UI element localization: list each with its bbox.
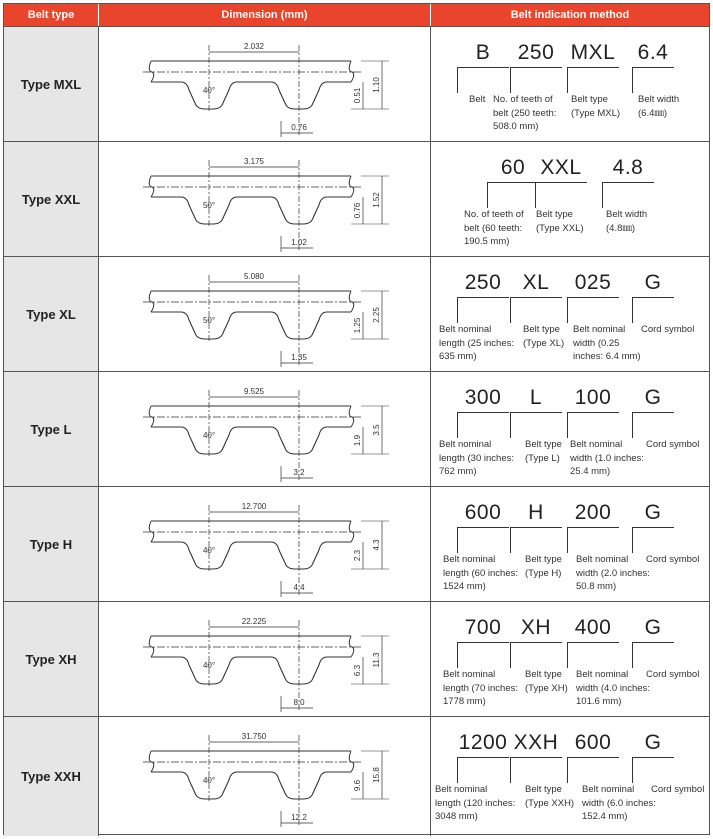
code-segment: G (644, 731, 662, 754)
tooth-angle: 40° (202, 86, 216, 95)
code-leader-line (632, 757, 633, 783)
pitch-value: 22.225 (241, 617, 267, 626)
belt-dimension-svg (99, 142, 431, 257)
code-leader-line (567, 757, 568, 783)
code-segment: G (644, 271, 662, 294)
tooth-height-value: 2.3 (353, 549, 362, 562)
pitch-value: 9.525 (243, 387, 265, 396)
code-leader-line (567, 642, 568, 668)
code-underline (567, 67, 619, 68)
total-height-value: 1.52 (372, 192, 381, 208)
belt-type-label: Type H (4, 487, 99, 601)
code-leader-line (632, 412, 633, 438)
tooth-height-value: 9.6 (353, 779, 362, 792)
total-height-value: 2.25 (372, 307, 381, 323)
code-underline (510, 527, 562, 528)
dimension-drawing (99, 602, 431, 716)
tooth-angle: 40° (202, 546, 216, 555)
code-description: Belt nominal length (60 inches: 1524 mm) (443, 554, 518, 592)
tooth-width-value: 4.4 (293, 583, 305, 592)
table-header (4, 4, 709, 26)
code-underline (567, 297, 619, 298)
code-leader-line (632, 67, 633, 93)
code-segment: MXL (570, 41, 616, 64)
tooth-height-value: 6.3 (353, 664, 362, 677)
code-underline (510, 67, 562, 68)
code-description: Belt nominal width (0.25 inches: 6.4 mm) (573, 324, 641, 362)
code-leader-line (632, 527, 633, 553)
code-description: Belt nominal length (70 inches: 1778 mm) (443, 669, 518, 707)
code-underline (510, 642, 562, 643)
header-dimension: Dimension (mm) (99, 4, 431, 26)
pitch-value: 31.750 (241, 732, 267, 741)
total-height-value: 15.8 (372, 767, 381, 783)
code-segment: XH (520, 616, 552, 639)
code-leader-line (457, 297, 458, 323)
pitch-value: 3.175 (243, 157, 265, 166)
belt-profile (143, 45, 361, 137)
code-description: No. of teeth of belt (60 teeth: 190.5 mm) (464, 209, 524, 247)
code-underline (535, 182, 587, 183)
code-segment: 100 (574, 386, 612, 409)
code-segment: 6.4 (637, 41, 669, 64)
belt-type-label: Type L (4, 372, 99, 486)
belt-type-label: Type XXL (4, 142, 99, 256)
belt-profile (143, 505, 361, 597)
code-description: Belt nominal width (2.0 inches: 50.8 mm) (576, 554, 650, 592)
code-leader-line (632, 297, 633, 323)
code-segment: 300 (464, 386, 502, 409)
code-underline (602, 182, 654, 183)
code-segment: H (528, 501, 544, 524)
belt-dimension-svg (99, 717, 431, 832)
belt-dimension-svg (99, 27, 431, 142)
code-leader-line (632, 642, 633, 668)
code-leader-line (567, 527, 568, 553)
code-description: Belt nominal length (120 inches: 3048 mm) (435, 784, 516, 822)
code-description: Cord symbol (651, 784, 705, 795)
code-underline (567, 642, 619, 643)
code-segment: G (644, 616, 662, 639)
code-leader-line (567, 67, 568, 93)
indication-method (431, 142, 709, 256)
total-height-value: 4.3 (372, 539, 381, 551)
belt-row (4, 26, 709, 141)
code-description: Belt width (4.8㎜) (606, 209, 648, 234)
belt-dimension-svg (99, 257, 431, 372)
code-leader-line (510, 412, 511, 438)
code-description: Belt type (Type H) (525, 554, 562, 579)
total-height-value: 3.5 (372, 424, 381, 436)
code-underline (632, 412, 674, 413)
belt-profile (143, 390, 361, 482)
code-segment: 4.8 (612, 156, 644, 179)
code-leader-line (510, 642, 511, 668)
tooth-height-value: 1.9 (353, 434, 362, 447)
code-underline (632, 757, 674, 758)
code-leader-line (457, 527, 458, 553)
belt-row (4, 716, 709, 836)
dimension-drawing (99, 142, 431, 256)
code-description: Belt type (Type MXL) (571, 94, 621, 119)
tooth-angle: 40° (202, 431, 216, 440)
code-description: No. of teeth of belt (250 teeth: 508.0 mm) (493, 94, 557, 132)
indication-method (431, 602, 709, 716)
code-leader-line (457, 757, 458, 783)
belt-type-label: Type XXH (4, 717, 99, 836)
code-underline (510, 297, 562, 298)
code-underline (567, 412, 619, 413)
code-segment: 025 (574, 271, 612, 294)
code-segment: L (529, 386, 543, 409)
code-segment: XXL (540, 156, 582, 179)
belt-row (4, 371, 709, 486)
code-underline (632, 527, 674, 528)
belt-row (4, 141, 709, 256)
indication-method (431, 372, 709, 486)
code-underline (632, 67, 674, 68)
tooth-width-value: 1.35 (291, 353, 307, 362)
tooth-height-value: 0.76 (353, 202, 362, 219)
dimension-drawing (99, 487, 431, 601)
code-underline (567, 527, 619, 528)
code-description: Belt nominal width (4.0 inches: 101.6 mm) (576, 669, 650, 707)
code-description: Cord symbol (641, 324, 695, 335)
code-segment: 250 (464, 271, 502, 294)
code-underline (510, 757, 562, 758)
dimension-drawing (99, 372, 431, 486)
belt-type-label: Type MXL (4, 27, 99, 141)
code-leader-line (567, 297, 568, 323)
code-leader-line (510, 757, 511, 783)
code-underline (457, 67, 509, 68)
belt-type-label: Type XL (4, 257, 99, 371)
code-segment: G (644, 501, 662, 524)
pitch-value: 12.700 (241, 502, 267, 511)
code-leader-line (535, 182, 536, 208)
code-underline (510, 412, 562, 413)
code-description: Belt nominal length (25 inches: 635 mm) (439, 324, 514, 362)
code-segment: 250 (517, 41, 555, 64)
code-leader-line (510, 67, 511, 93)
belt-row (4, 256, 709, 371)
tooth-width-value: 3.2 (293, 468, 305, 477)
belt-spec-table (3, 3, 710, 835)
code-description: Belt type (Type XH) (525, 669, 568, 694)
tooth-height-value: 1.25 (353, 317, 362, 334)
code-underline (457, 527, 509, 528)
total-height-value: 1.10 (372, 77, 381, 93)
code-leader-line (510, 527, 511, 553)
code-description: Belt nominal length (30 inches: 762 mm) (439, 439, 514, 477)
code-segment: 400 (574, 616, 612, 639)
belt-dimension-svg (99, 372, 431, 487)
pitch-value: 2.032 (243, 42, 265, 51)
indication-method (431, 27, 709, 141)
code-description: Belt type (Type L) (525, 439, 562, 464)
header-belt-type: Belt type (4, 4, 99, 26)
tooth-height-value: 0.51 (353, 87, 362, 104)
tooth-width-value: 12.2 (291, 813, 307, 822)
code-segment: 600 (574, 731, 612, 754)
code-segment: XL (522, 271, 550, 294)
code-segment: 600 (464, 501, 502, 524)
pitch-value: 5.080 (243, 272, 265, 281)
tooth-angle: 50° (202, 201, 216, 210)
tooth-angle: 50° (202, 316, 216, 325)
tooth-width-value: 0.76 (291, 123, 307, 132)
code-segment: 60 (500, 156, 526, 179)
code-leader-line (510, 297, 511, 323)
code-description: Cord symbol (646, 439, 700, 450)
code-segment: B (475, 41, 491, 64)
code-description: Belt nominal width (6.0 inches: 152.4 mm) (582, 784, 656, 822)
code-leader-line (567, 412, 568, 438)
tooth-angle: 40° (202, 661, 216, 670)
code-segment: 700 (464, 616, 502, 639)
belt-profile (143, 620, 361, 712)
code-description: Belt (469, 94, 486, 105)
code-underline (632, 642, 674, 643)
indication-method (431, 717, 709, 836)
belt-row (4, 486, 709, 601)
tooth-width-value: 1.02 (291, 238, 307, 247)
belt-dimension-svg (99, 487, 431, 602)
belt-type-label: Type XH (4, 602, 99, 716)
code-leader-line (457, 642, 458, 668)
belt-profile (143, 735, 361, 827)
indication-method (431, 257, 709, 371)
belt-row (4, 601, 709, 716)
belt-profile (143, 160, 361, 252)
code-underline (457, 297, 509, 298)
tooth-width-value: 8.0 (293, 698, 305, 707)
code-description: Belt width (6.4㎜) (638, 94, 680, 119)
code-leader-line (457, 412, 458, 438)
dimension-drawing (99, 27, 431, 141)
code-underline (457, 757, 509, 758)
code-underline (567, 757, 619, 758)
code-description: Cord symbol (646, 669, 700, 680)
code-segment: 1200 (458, 731, 508, 754)
code-leader-line (602, 182, 603, 208)
code-description: Belt type (Type XXL) (536, 209, 584, 234)
belt-dimension-svg (99, 602, 431, 717)
dimension-drawing (99, 717, 431, 836)
indication-method (431, 487, 709, 601)
code-description: Belt type (Type XL) (523, 324, 565, 349)
header-indication: Belt indication method (510, 9, 630, 21)
code-description: Cord symbol (646, 554, 700, 565)
code-underline (487, 182, 539, 183)
code-segment: XXH (513, 731, 559, 754)
code-underline (457, 642, 509, 643)
code-underline (457, 412, 509, 413)
tooth-angle: 40° (202, 776, 216, 785)
code-underline (632, 297, 674, 298)
code-segment: G (644, 386, 662, 409)
code-leader-line (487, 182, 488, 208)
code-segment: 200 (574, 501, 612, 524)
code-description: Belt type (Type XXH) (525, 784, 575, 809)
dimension-drawing (99, 257, 431, 371)
total-height-value: 11.3 (372, 652, 381, 668)
code-description: Belt nominal width (1.0 inches: 25.4 mm) (570, 439, 644, 477)
code-leader-line (457, 67, 458, 93)
belt-profile (143, 275, 361, 367)
